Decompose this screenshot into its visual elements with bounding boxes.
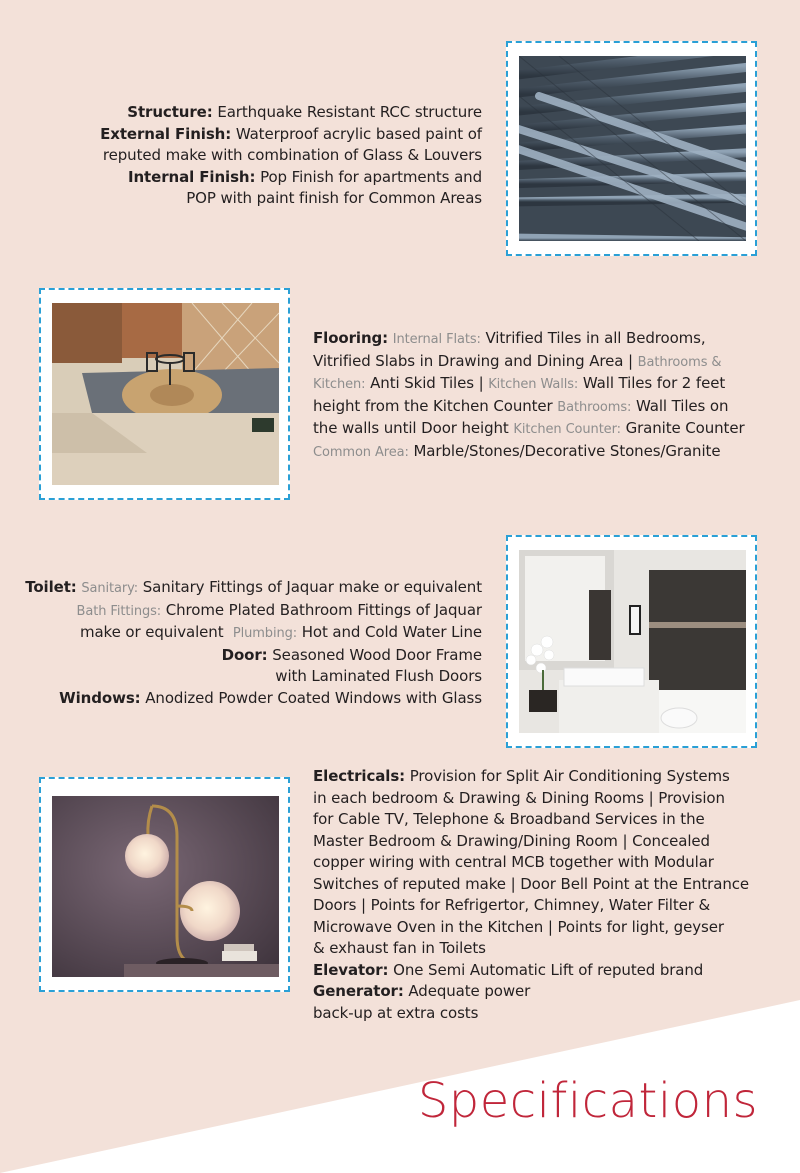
electricals-text-1: Provision for Split Air Conditioning Systems (409, 767, 730, 785)
internal-finish-text-1: Pop Finish for apartments and (260, 167, 482, 186)
equivalent-text: make or equivalent (79, 623, 224, 641)
anti-skid-text: Anti Skid Tiles | (370, 374, 484, 392)
external-finish-text-1: Waterproof acrylic based paint of (235, 124, 482, 143)
internal-finish-text-2: POP with paint finish for Common Areas (186, 189, 482, 207)
electricals-text-2: in each bedroom & Drawing & Dining Rooms | Provision (313, 788, 725, 807)
patio-photo-frame (39, 288, 290, 500)
kitchen-counter-text: Granite Counter (625, 419, 745, 437)
electricals-text-9: & exhaust fan in Toilets (313, 939, 486, 957)
bathrooms-label: Bathrooms: (557, 399, 632, 415)
windows-text: Anodized Powder Coated Windows with Glass (145, 688, 482, 707)
external-finish-label: External Finish: (100, 124, 232, 143)
electricals-text-4: Master Bedroom & Drawing/Dining Room | Concealed (313, 831, 710, 850)
electricals-text-8: Microwave Oven in the Kitchen | Points for light, geyser (313, 917, 724, 936)
rebar-photo (519, 56, 746, 241)
door-text-2: with Laminated Flush Doors (275, 667, 482, 685)
internal-flats-label: Internal Flats: (392, 332, 481, 347)
plumbing-label: Plumbing: (232, 626, 298, 641)
toilet-label: Toilet: (25, 578, 77, 596)
external-finish-text-2: reputed make with combination of Glass & Louvers (102, 146, 482, 164)
internal-finish-label: Internal Finish: (128, 167, 256, 186)
structure-block (12, 102, 482, 210)
door-height-text: the walls until Door height (313, 419, 509, 437)
door-label: Door: (221, 645, 268, 664)
bath-fittings-text: Chrome Plated Bathroom Fittings of Jaquar (165, 600, 482, 619)
patio-photo (52, 303, 279, 485)
generator-text-1: Adequate power (408, 982, 531, 1000)
bathroom-photo (519, 550, 746, 733)
common-area-text: Marble/Stones/Decorative Stones/Granite (413, 441, 721, 460)
kitchen-walls-text: Wall Tiles for 2 feet (582, 374, 726, 392)
structure-text: Earthquake Resistant RCC structure (217, 103, 482, 121)
generator-label: Generator: (313, 982, 404, 1000)
elevator-text: One Semi Automatic Lift of reputed brand (393, 960, 704, 979)
electricals-label: Electricals: (313, 767, 406, 785)
elevator-label: Elevator: (313, 960, 389, 979)
electricals-block (313, 766, 793, 1024)
plumbing-text: Hot and Cold Water Line (301, 623, 482, 641)
electricals-text-6: Switches of reputed make | Door Bell Point at the Entrance (313, 874, 750, 893)
door-text-1: Seasoned Wood Door Frame (272, 645, 482, 664)
page-title: Specifications (417, 1073, 758, 1129)
kitchen-counter-height-text: height from the Kitchen Counter (313, 396, 553, 415)
lamp-photo (52, 796, 279, 977)
bathroom-photo-frame (506, 535, 757, 748)
electricals-text-7: Doors | Points for Refrigertor, Chimney, Water Filter & (313, 896, 711, 914)
drawing-dining-text: Vitrified Slabs in Drawing and Dining Area | (313, 351, 633, 370)
flooring-block (313, 328, 783, 463)
generator-text-2: back-up at extra costs (313, 1003, 479, 1022)
flooring-label: Flooring: (313, 329, 389, 347)
internal-flats-text: Vitrified Tiles in all Bedrooms, (485, 329, 706, 347)
sanitary-text: Sanitary Fittings of Jaquar make or equivalent (142, 578, 482, 596)
kitchen-label: Kitchen: (313, 377, 366, 392)
lamp-photo-frame (39, 777, 290, 992)
toilet-block (12, 577, 482, 709)
rebar-photo-frame (506, 41, 757, 256)
sanitary-label: Sanitary: (81, 581, 139, 596)
electricals-text-5: copper wiring with central MCB together with Modular (313, 853, 714, 871)
bathrooms-kitchen-label: Bathrooms & (637, 354, 722, 370)
kitchen-counter-label: Kitchen Counter: (513, 422, 621, 437)
bath-fittings-label: Bath Fittings: (76, 603, 162, 619)
structure-label: Structure: (127, 103, 213, 121)
common-area-label: Common Area: (313, 444, 409, 460)
bathroom-walls-text: Wall Tiles on (635, 396, 729, 415)
electricals-text-3: for Cable TV, Telephone & Broadband Services in the (313, 810, 705, 828)
kitchen-walls-label: Kitchen Walls: (488, 377, 579, 392)
windows-label: Windows: (59, 688, 141, 707)
